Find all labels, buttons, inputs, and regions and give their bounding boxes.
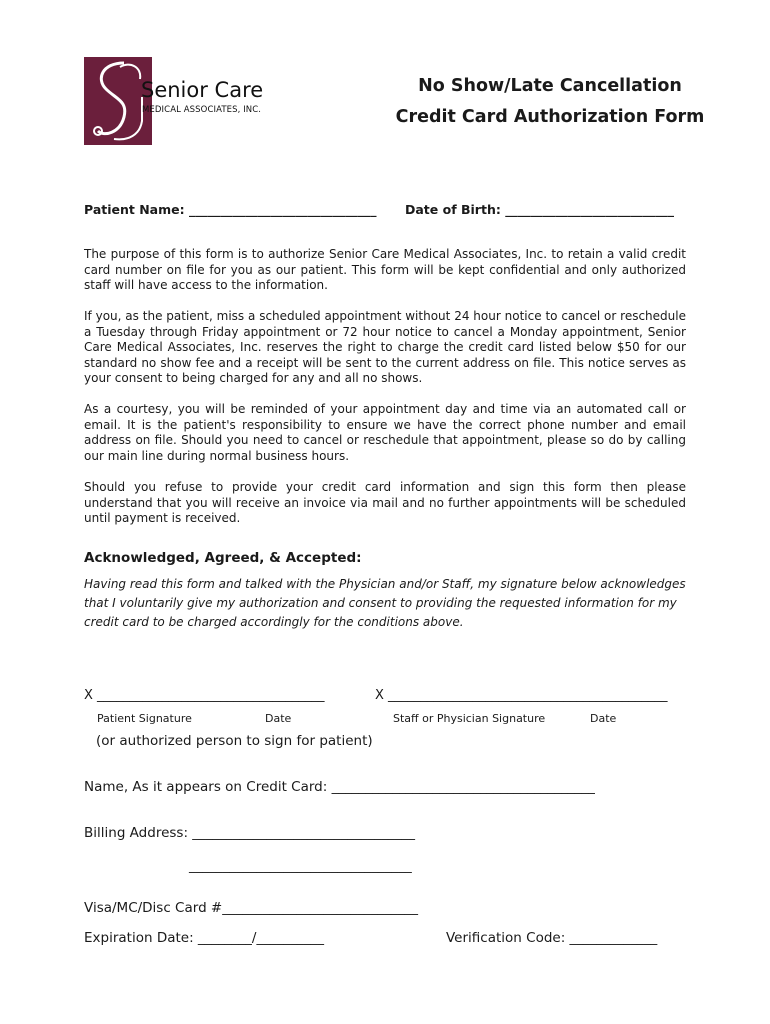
- date-caption-right: Date: [590, 712, 617, 725]
- no-show-policy-paragraph: If you, as the patient, miss a scheduled appointment without 24 hour notice to cancel or reschedule a Tuesday through Friday appointment or 72 hour notice to cancel a Monday appointment, Senior Care Medical Associates, Inc. reserves the right to charge the credit card listed below $50 for our standard no show fee and a receipt will be sent to the current address on file. This notice serves as your consent to being charged for any and all no shows.: [84, 309, 686, 386]
- card-number-field[interactable]: Visa/MC/Disc Card #_____________________________: [84, 900, 418, 916]
- patient-signature-caption: Patient Signature: [97, 712, 192, 725]
- company-logo: [84, 57, 274, 147]
- date-caption-left: Date: [265, 712, 292, 725]
- refusal-paragraph: Should you refuse to provide your credit card information and sign this form then please understand that you will receive an invoice via mail and no further appointments will be scheduled until payment is received.: [84, 480, 686, 526]
- expiration-date-field[interactable]: Expiration Date: ________/__________: [84, 930, 324, 946]
- name-on-card-field[interactable]: Name, As it appears on Credit Card: _______________________________________: [84, 779, 595, 795]
- billing-address-field[interactable]: Billing Address: _________________________________: [84, 825, 416, 841]
- acknowledgement-text: Having read this form and talked with the Physician and/or Staff, my signature below acknowledges that I voluntarily give my authorization and consent to providing the requested information for my credit card to be charged accordingly for the conditions above.: [84, 577, 686, 629]
- acknowledgement-heading: Acknowledged, Agreed, & Accepted:: [84, 550, 362, 566]
- authorized-person-note: (or authorized person to sign for patient): [96, 733, 373, 749]
- billing-address-line2-field[interactable]: _________________________________: [189, 858, 412, 874]
- staff-signature-caption: Staff or Physician Signature: [393, 712, 546, 725]
- purpose-paragraph: The purpose of this form is to authorize Senior Care Medical Associates, Inc. to retain a valid credit card number on file for you as our patient. This form will be kept confidential and only authorized staff will have access to the information.: [84, 247, 686, 293]
- staff-signature-line[interactable]: X ___________________________________________: [375, 688, 668, 703]
- form-title-line1: No Show/Late Cancellation: [418, 76, 682, 96]
- patient-name-field[interactable]: Patient Name: ______________________________: [84, 202, 377, 217]
- form-title-line2: Credit Card Authorization Form: [395, 107, 705, 127]
- logo-name: Senior Care: [141, 78, 264, 102]
- verification-code-field[interactable]: Verification Code: _____________: [446, 930, 658, 946]
- date-of-birth-field[interactable]: Date of Birth: ___________________________: [405, 202, 674, 217]
- patient-signature-line[interactable]: X ___________________________________: [84, 688, 325, 703]
- reminder-paragraph: As a courtesy, you will be reminded of your appointment day and time via an automated call or email. It is the patient's responsibility to ensure we have the correct phone number and email address on file. Should you need to cancel or reschedule that appointment, please so do by calling our main line during normal business hours.: [84, 402, 686, 463]
- logo-subtitle: MEDICAL ASSOCIATES, INC.: [142, 105, 262, 115]
